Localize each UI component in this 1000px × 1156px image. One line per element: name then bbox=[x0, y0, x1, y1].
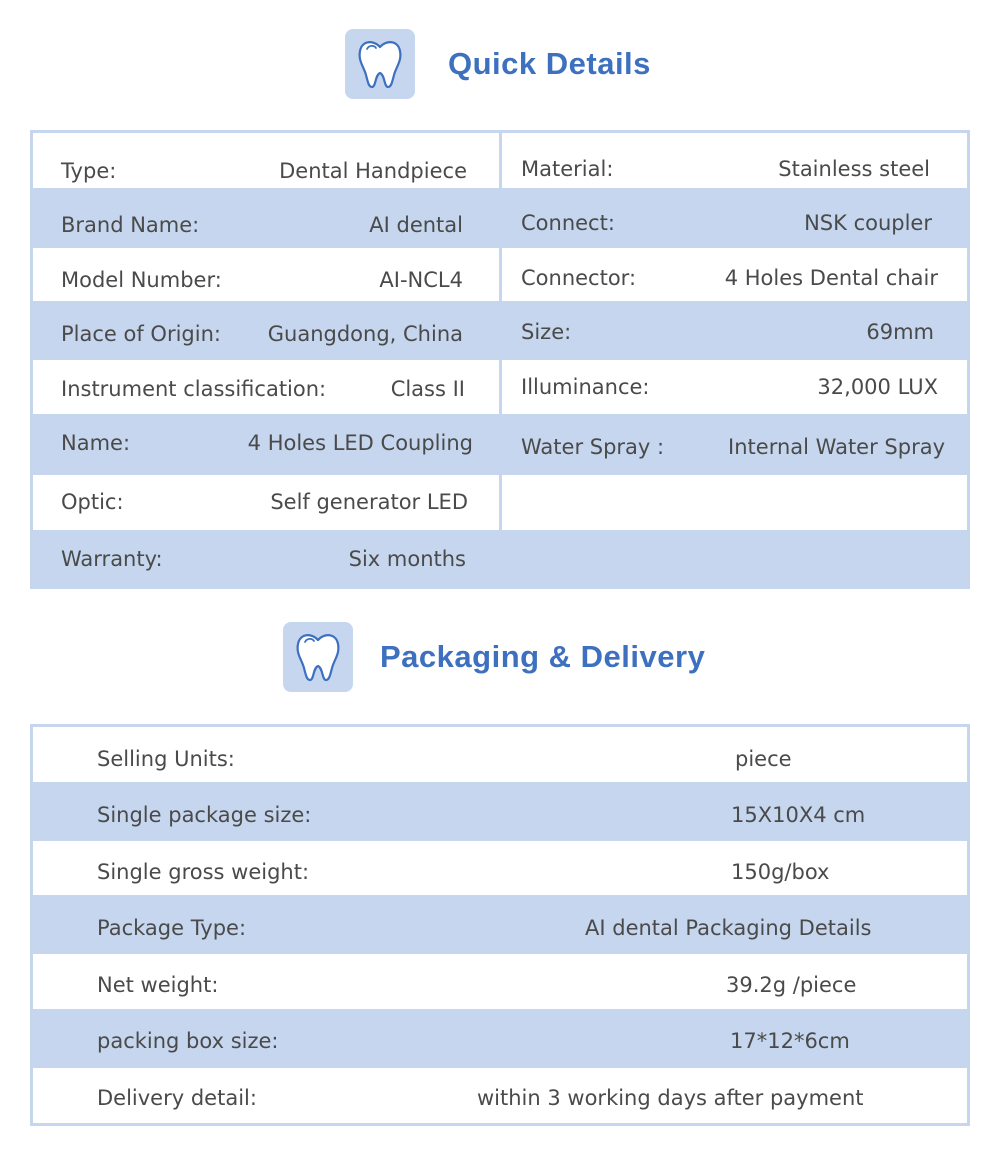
column-divider bbox=[499, 133, 502, 586]
packaging-label: Package Type: bbox=[97, 916, 247, 940]
spec-value: Six months bbox=[348, 547, 466, 571]
spec-value: AI-NCL4 bbox=[379, 268, 463, 292]
spec-label: Illuminance: bbox=[521, 375, 650, 399]
spec-value: Dental Handpiece bbox=[279, 159, 467, 183]
spec-value: 69mm bbox=[866, 320, 934, 344]
packaging-value: 150g/box bbox=[731, 860, 830, 884]
spec-value: Stainless steel bbox=[778, 157, 930, 181]
spec-label: Place of Origin: bbox=[61, 322, 221, 346]
spec-value: AI dental bbox=[369, 213, 463, 237]
section-title-packaging: Packaging & Delivery bbox=[380, 639, 706, 674]
spec-label: Optic: bbox=[61, 490, 124, 514]
packaging-label: Selling Units: bbox=[97, 747, 235, 771]
packaging-label: Delivery detail: bbox=[97, 1086, 257, 1110]
spec-label: Warranty: bbox=[61, 547, 163, 571]
spec-value: 4 Holes LED Coupling bbox=[247, 431, 473, 455]
spec-value: Internal Water Spray bbox=[728, 435, 945, 459]
packaging-table bbox=[30, 724, 970, 1126]
spec-value: 32,000 LUX bbox=[817, 375, 938, 399]
spec-value: Self generator LED bbox=[270, 490, 468, 514]
packaging-label: Net weight: bbox=[97, 973, 219, 997]
tooth-icon bbox=[283, 622, 353, 692]
spec-label: Brand Name: bbox=[61, 213, 200, 237]
packaging-value: 39.2g /piece bbox=[726, 973, 857, 997]
packaging-header bbox=[283, 622, 705, 692]
packaging-label: Single package size: bbox=[97, 803, 312, 827]
packaging-value: piece bbox=[735, 747, 792, 771]
packaging-label: Single gross weight: bbox=[97, 860, 310, 884]
packaging-value: 15X10X4 cm bbox=[731, 803, 866, 827]
spec-label: Name: bbox=[61, 431, 131, 455]
spec-label: Connector: bbox=[521, 266, 637, 290]
packaging-value: AI dental Packaging Details bbox=[585, 916, 872, 940]
packaging-value: 17*12*6cm bbox=[730, 1029, 850, 1053]
packaging-value: within 3 working days after payment bbox=[477, 1086, 864, 1110]
quick-details-header bbox=[345, 29, 651, 99]
spec-label: Instrument classification: bbox=[61, 377, 327, 401]
section-title-quick-details: Quick Details bbox=[448, 46, 651, 81]
quick-details-table bbox=[30, 130, 970, 589]
spec-label: Model Number: bbox=[61, 268, 222, 292]
spec-label: Water Spray : bbox=[521, 435, 665, 459]
spec-label: Connect: bbox=[521, 211, 615, 235]
tooth-icon bbox=[345, 29, 415, 99]
spec-value: NSK coupler bbox=[804, 211, 932, 235]
spec-label: Type: bbox=[61, 159, 117, 183]
spec-value: 4 Holes Dental chair bbox=[724, 266, 938, 290]
packaging-label: packing box size: bbox=[97, 1029, 279, 1053]
spec-label: Size: bbox=[521, 320, 572, 344]
spec-value: Class II bbox=[390, 377, 465, 401]
spec-label: Material: bbox=[521, 157, 614, 181]
spec-value: Guangdong, China bbox=[267, 322, 463, 346]
